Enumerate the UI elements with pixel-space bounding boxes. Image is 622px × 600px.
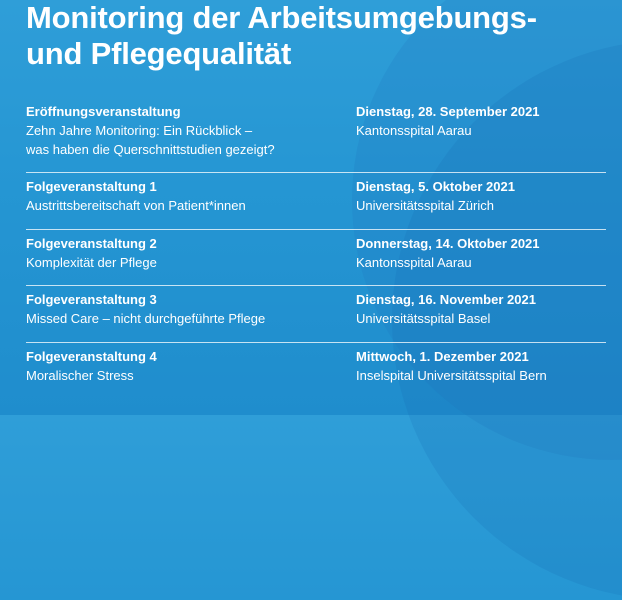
event-description-line: Missed Care – nicht durchgeführte Pflege bbox=[26, 311, 266, 326]
event-description-line: Moralischer Stress bbox=[26, 368, 134, 383]
title-line-1: Monitoring der Arbeitsumgebungs- bbox=[26, 0, 537, 35]
event-venue: Universitätsspital Basel bbox=[356, 311, 491, 326]
event-date: Dienstag, 28. September 2021 bbox=[356, 104, 540, 119]
title-line-2: und Pflegequalität bbox=[26, 36, 292, 71]
event-date: Dienstag, 5. Oktober 2021 bbox=[356, 179, 515, 194]
event-venue: Inselspital Universitätsspital Bern bbox=[356, 368, 547, 383]
event-venue: Kantonsspital Aarau bbox=[356, 123, 472, 138]
event-venue: Kantonsspital Aarau bbox=[356, 255, 472, 270]
event-item-follow-up-3 bbox=[26, 286, 606, 343]
event-item-opening bbox=[26, 102, 606, 173]
event-label: Folgeveranstaltung 3 bbox=[26, 292, 157, 307]
event-date: Mittwoch, 1. Dezember 2021 bbox=[356, 349, 529, 364]
event-venue: Universitätsspital Zürich bbox=[356, 198, 494, 213]
event-label: Folgeveranstaltung 1 bbox=[26, 179, 157, 194]
event-description-line: was haben die Querschnittstudien gezeigt? bbox=[26, 142, 275, 157]
event-description-line: Austrittsbereitschaft von Patient*innen bbox=[26, 198, 246, 213]
event-item-follow-up-4 bbox=[26, 343, 606, 395]
event-label: Folgeveranstaltung 2 bbox=[26, 236, 157, 251]
event-item-follow-up-1 bbox=[26, 173, 606, 230]
event-list bbox=[26, 102, 606, 395]
event-item-follow-up-2 bbox=[26, 230, 606, 286]
event-label: Folgeveranstaltung 4 bbox=[26, 349, 157, 364]
event-label: Eröffnungsveranstaltung bbox=[26, 104, 181, 119]
event-description-line: Komplexität der Pflege bbox=[26, 255, 157, 270]
event-description-line: Zehn Jahre Monitoring: Ein Rückblick – bbox=[26, 123, 253, 138]
event-date: Donnerstag, 14. Oktober 2021 bbox=[356, 236, 540, 251]
page-title bbox=[26, 0, 616, 72]
event-date: Dienstag, 16. November 2021 bbox=[356, 292, 536, 307]
